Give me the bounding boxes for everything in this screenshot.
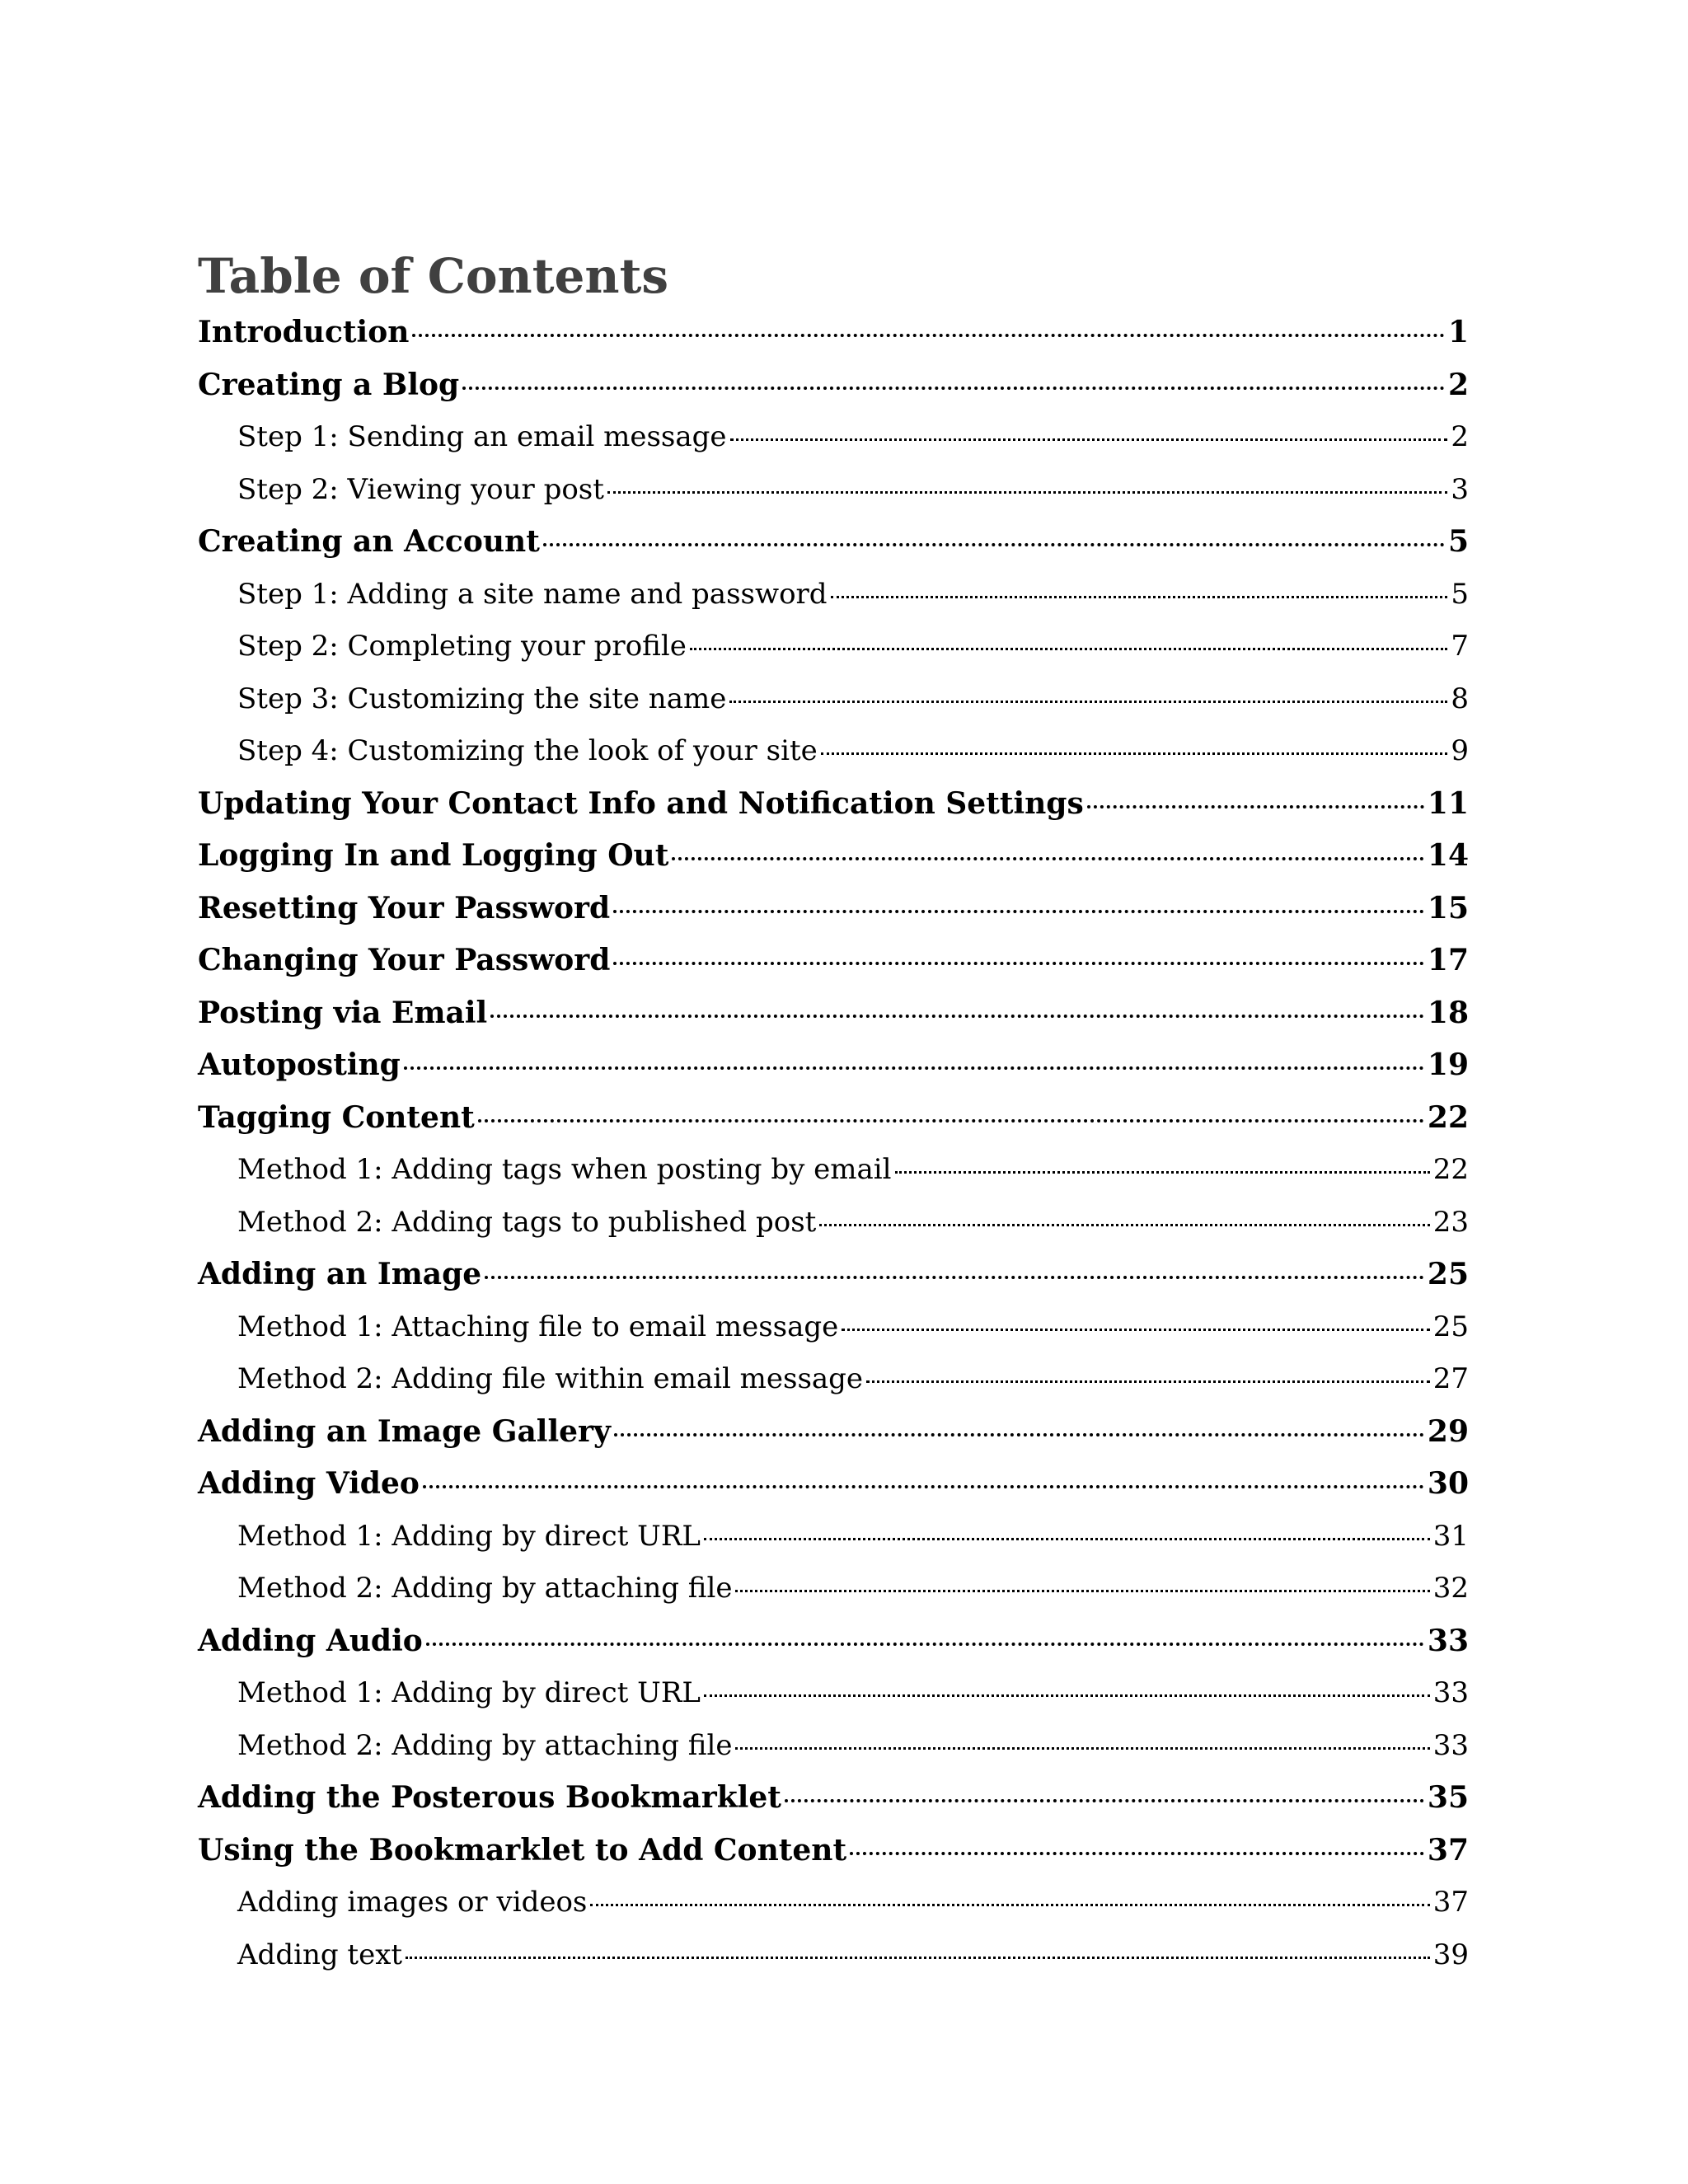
toc-entry-label: Introduction xyxy=(198,315,410,349)
toc-entry-label: Adding text xyxy=(237,1938,403,1971)
toc-entry-page-number: 19 xyxy=(1427,1047,1469,1082)
toc-entry-label: Step 1: Adding a site name and password xyxy=(237,577,828,611)
toc-entry-label: Method 2: Adding file within email message xyxy=(237,1362,864,1395)
toc-entry-heading[interactable] xyxy=(198,1825,1469,1877)
toc-entry-page-number: 32 xyxy=(1432,1572,1469,1605)
toc-entry-label: Updating Your Contact Info and Notification Settings xyxy=(198,785,1084,821)
dot-leader xyxy=(895,1171,1430,1174)
toc-entry-page-number: 8 xyxy=(1451,682,1469,715)
toc-entry-page-number: 22 xyxy=(1432,1153,1469,1186)
toc-entry-subheading[interactable] xyxy=(198,1144,1469,1197)
toc-heading: Table of Contents xyxy=(198,248,669,304)
toc-entry-page-number: 29 xyxy=(1427,1413,1469,1449)
toc-entry-page-number: 27 xyxy=(1432,1362,1469,1395)
dot-leader xyxy=(462,387,1445,390)
toc-entry-subheading[interactable] xyxy=(198,1511,1469,1563)
toc-entry-page-number: 30 xyxy=(1427,1466,1469,1501)
toc-list xyxy=(198,307,1469,1981)
dot-leader xyxy=(730,438,1448,441)
toc-entry-label: Adding an Image xyxy=(198,1257,482,1291)
toc-entry-page-number: 7 xyxy=(1451,630,1469,663)
table-of-contents xyxy=(198,246,1469,1981)
toc-entry-label: Changing Your Password xyxy=(198,943,611,977)
toc-entry-label: Adding the Posterous Bookmarklet xyxy=(198,1780,781,1815)
toc-entry-subheading[interactable] xyxy=(198,1563,1469,1615)
toc-entry-label: Logging In and Logging Out xyxy=(198,838,669,873)
toc-entry-page-number: 39 xyxy=(1432,1938,1469,1971)
dot-leader xyxy=(842,1329,1429,1331)
toc-entry-label: Autoposting xyxy=(198,1047,401,1082)
toc-entry-label: Creating an Account xyxy=(198,524,540,559)
toc-entry-page-number: 37 xyxy=(1427,1832,1469,1868)
dot-leader xyxy=(735,1590,1429,1592)
toc-entry-page-number: 9 xyxy=(1451,734,1469,767)
toc-entry-page-number: 2 xyxy=(1451,420,1469,453)
dot-leader xyxy=(426,1643,1424,1646)
dot-leader xyxy=(819,1224,1429,1226)
toc-entry-label: Posting via Email xyxy=(198,995,488,1030)
toc-entry-subheading[interactable] xyxy=(198,1353,1469,1406)
toc-entry-label: Adding Audio xyxy=(198,1623,423,1658)
toc-entry-page-number: 14 xyxy=(1427,838,1469,873)
dot-leader xyxy=(672,857,1424,860)
dot-leader xyxy=(412,334,1445,337)
toc-entry-subheading[interactable] xyxy=(198,621,1469,673)
toc-entry-heading[interactable] xyxy=(198,1039,1469,1092)
toc-entry-heading[interactable] xyxy=(198,935,1469,987)
toc-entry-subheading[interactable] xyxy=(198,1877,1469,1929)
toc-entry-heading[interactable] xyxy=(198,1458,1469,1511)
dot-leader xyxy=(831,596,1448,598)
toc-entry-label: Tagging Content xyxy=(198,1099,475,1135)
toc-entry-subheading[interactable] xyxy=(198,1667,1469,1720)
toc-entry-label: Method 2: Adding tags to published post xyxy=(237,1205,817,1239)
toc-entry-page-number: 37 xyxy=(1432,1886,1469,1919)
toc-entry-page-number: 33 xyxy=(1427,1623,1469,1658)
toc-entry-label: Step 1: Sending an email message xyxy=(237,420,727,453)
toc-entry-heading[interactable] xyxy=(198,987,1469,1040)
dot-leader xyxy=(704,1694,1430,1697)
dot-leader xyxy=(613,962,1423,965)
toc-entry-label: Step 3: Customizing the site name xyxy=(237,682,727,715)
toc-entry-label: Adding Video xyxy=(198,1466,420,1501)
toc-entry-subheading[interactable] xyxy=(198,1197,1469,1249)
toc-entry-label: Step 2: Completing your profile xyxy=(237,630,687,663)
toc-entry-heading[interactable] xyxy=(198,883,1469,935)
toc-entry-label: Method 2: Adding by attaching file xyxy=(237,1728,733,1762)
dot-leader xyxy=(404,1066,1424,1070)
dot-leader xyxy=(821,752,1448,755)
dot-leader xyxy=(590,1904,1429,1906)
toc-entry-label: Adding an Image Gallery xyxy=(198,1413,611,1449)
toc-entry-subheading[interactable] xyxy=(198,464,1469,517)
dot-leader xyxy=(785,1799,1424,1802)
dot-leader xyxy=(485,1276,1424,1279)
dot-leader xyxy=(704,1538,1430,1540)
toc-entry-heading[interactable] xyxy=(198,1615,1469,1668)
toc-entry-subheading[interactable] xyxy=(198,673,1469,726)
dot-leader xyxy=(478,1119,1424,1122)
toc-entry-page-number: 5 xyxy=(1451,577,1469,611)
dot-leader xyxy=(406,1957,1430,1959)
dot-leader xyxy=(423,1485,1424,1488)
toc-entry-page-number: 22 xyxy=(1427,1099,1469,1135)
toc-entry-label: Adding images or videos xyxy=(237,1886,588,1919)
toc-entry-subheading[interactable] xyxy=(198,411,1469,464)
toc-entry-page-number: 1 xyxy=(1447,315,1469,349)
toc-entry-heading[interactable] xyxy=(198,778,1469,831)
toc-entry-heading[interactable] xyxy=(198,1406,1469,1459)
dot-leader xyxy=(614,1433,1424,1436)
toc-entry-label: Method 2: Adding by attaching file xyxy=(237,1572,733,1605)
toc-entry-page-number: 31 xyxy=(1432,1519,1469,1553)
toc-entry-page-number: 23 xyxy=(1432,1205,1469,1239)
toc-entry-page-number: 33 xyxy=(1432,1676,1469,1709)
toc-entry-subheading[interactable] xyxy=(198,569,1469,621)
dot-leader xyxy=(729,701,1447,703)
toc-entry-label: Step 4: Customizing the look of your site xyxy=(237,734,818,767)
toc-entry-subheading[interactable] xyxy=(198,1720,1469,1773)
toc-entry-page-number: 17 xyxy=(1427,943,1469,977)
toc-entry-page-number: 25 xyxy=(1432,1310,1469,1343)
toc-entry-heading[interactable] xyxy=(198,1772,1469,1825)
toc-entry-heading[interactable] xyxy=(198,307,1469,359)
dot-leader xyxy=(613,910,1424,913)
toc-entry-heading[interactable] xyxy=(198,830,1469,883)
toc-entry-heading[interactable] xyxy=(198,516,1469,569)
toc-entry-label: Method 1: Adding by direct URL xyxy=(237,1519,701,1553)
dot-leader xyxy=(490,1015,1424,1018)
toc-entry-page-number: 3 xyxy=(1451,472,1469,506)
toc-entry-label: Resetting Your Password xyxy=(198,890,611,926)
toc-entry-label: Method 1: Attaching file to email message xyxy=(237,1310,839,1343)
toc-entry-page-number: 2 xyxy=(1447,367,1469,402)
dot-leader xyxy=(866,1380,1430,1383)
toc-entry-page-number: 35 xyxy=(1427,1780,1469,1815)
dot-leader xyxy=(607,491,1447,494)
toc-entry-page-number: 25 xyxy=(1427,1257,1469,1291)
toc-entry-subheading[interactable] xyxy=(198,725,1469,778)
toc-entry-heading[interactable] xyxy=(198,359,1469,412)
toc-entry-page-number: 5 xyxy=(1447,524,1469,559)
toc-entry-label: Creating a Blog xyxy=(198,367,460,402)
dot-leader xyxy=(690,648,1448,650)
toc-entry-heading[interactable] xyxy=(198,1249,1469,1301)
toc-entry-label: Method 1: Adding by direct URL xyxy=(237,1676,701,1709)
toc-entry-subheading[interactable] xyxy=(198,1301,1469,1354)
toc-entry-label: Method 1: Adding tags when posting by email xyxy=(237,1153,892,1186)
toc-entry-subheading[interactable] xyxy=(198,1929,1469,1982)
dot-leader xyxy=(735,1747,1429,1750)
toc-entry-page-number: 15 xyxy=(1427,890,1469,926)
toc-entry-page-number: 18 xyxy=(1427,995,1469,1030)
dot-leader xyxy=(1087,805,1424,808)
dot-leader xyxy=(850,1852,1424,1855)
dot-leader xyxy=(543,543,1445,546)
toc-entry-page-number: 33 xyxy=(1432,1728,1469,1762)
toc-entry-label: Step 2: Viewing your post xyxy=(237,472,604,506)
toc-entry-label: Using the Bookmarklet to Add Content xyxy=(198,1832,847,1868)
toc-entry-page-number: 11 xyxy=(1427,785,1469,821)
toc-entry-heading[interactable] xyxy=(198,1092,1469,1145)
